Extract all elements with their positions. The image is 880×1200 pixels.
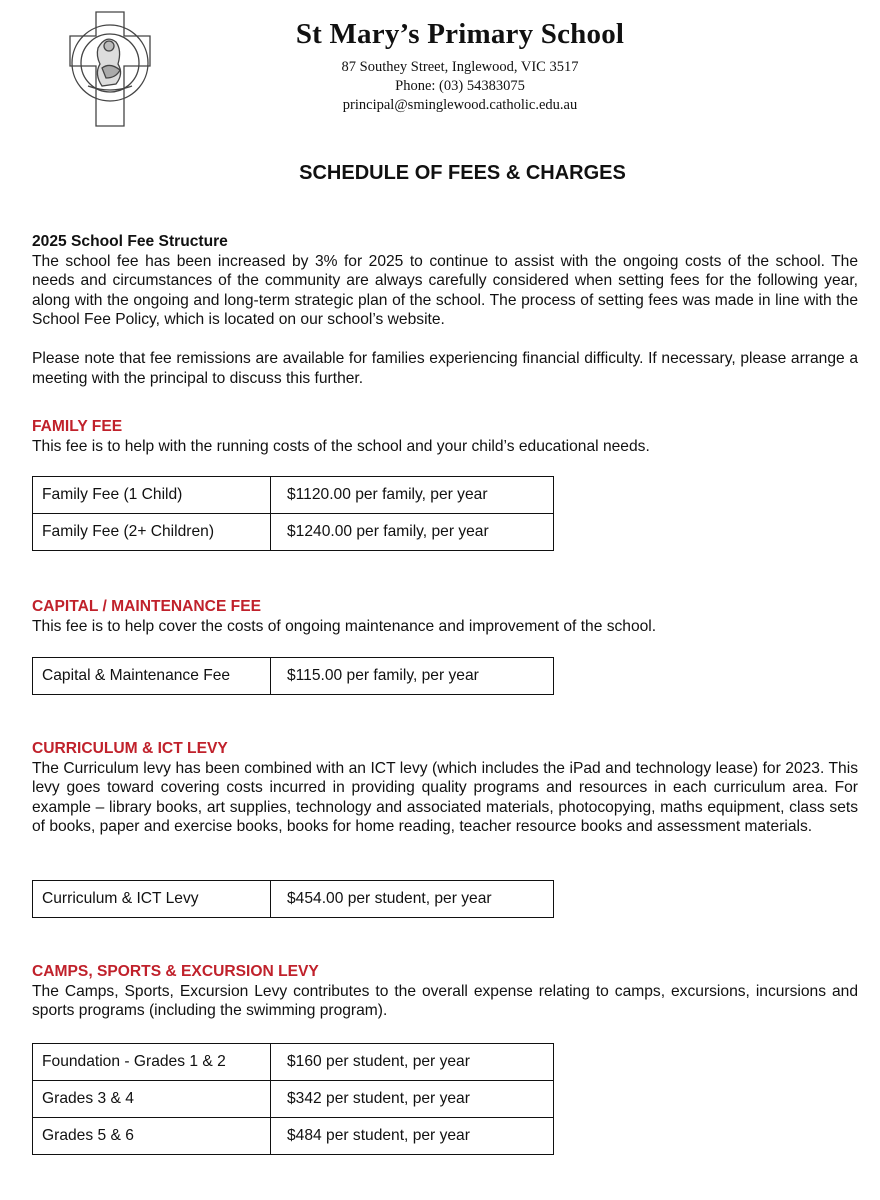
fee-structure-intro [32, 232, 858, 388]
school-phone: Phone: (03) 54383075 [395, 78, 525, 94]
capital-fee-section [32, 597, 858, 636]
fee-amount: $115.00 per family, per year [271, 658, 554, 695]
table-row [33, 1081, 554, 1118]
table-row [33, 514, 554, 551]
section-heading: CAPITAL / MAINTENANCE FEE [32, 598, 262, 615]
section-heading: CAMPS, SPORTS & EXCURSION LEVY [32, 963, 319, 980]
fee-item: Grades 5 & 6 [33, 1118, 271, 1155]
school-email: principal@sminglewood.catholic.edu.au [342, 97, 578, 113]
section-description: This fee is to help cover the costs of ongoing maintenance and improvement of the school. [32, 617, 657, 635]
fee-amount: $160 per student, per year [271, 1044, 554, 1081]
page-title: SCHEDULE OF FEES & CHARGES [299, 162, 626, 184]
fee-item: Curriculum & ICT Levy [33, 881, 271, 918]
school-contact [240, 58, 680, 115]
table-row [33, 1118, 554, 1155]
fee-item: Grades 3 & 4 [33, 1081, 271, 1118]
section-description: The Camps, Sports, Excursion Levy contributes to the overall expense relating to camps, excursions, incursions and sports programs (including the swimming program). [32, 982, 858, 1020]
fee-amount: $484 per student, per year [271, 1118, 554, 1155]
school-address: 87 Southey Street, Inglewood, VIC 3517 [341, 59, 579, 75]
section-description: The Curriculum levy has been combined with an ICT levy (which includes the iPad and technology lease) for 2023. This levy goes toward covering costs incurred in providing quality programs and resources in each curriculum area. For example – library books, art supplies, technology and associated materials, photocopying, maths equipment, class sets of books, paper and exercise books, books for home reading, teacher resource books and assessment materials. [32, 759, 858, 836]
fee-structure-paragraph: The school fee has been increased by 3% for 2025 to continue to assist with the ongoing costs of the school. The needs and circumstances of the community are always carefully considered when setting fees for the following year, along with the ongoing and long-term strategic plan of the school. The process of setting fees was made in line with the School Fee Policy, which is located on our school’s website. [32, 252, 858, 329]
table-row [33, 658, 554, 695]
section-heading: CURRICULUM & ICT LEVY [32, 740, 228, 757]
school-name: St Mary’s Primary School [295, 18, 625, 50]
fee-amount: $1240.00 per family, per year [271, 514, 554, 551]
fee-amount: $454.00 per student, per year [271, 881, 554, 918]
table-row [33, 881, 554, 918]
section-description: This fee is to help with the running costs of the school and your child’s educational needs. [32, 437, 650, 455]
capital-fee-table [32, 657, 554, 695]
curriculum-levy-table [32, 880, 554, 918]
table-row [33, 1044, 554, 1081]
fee-amount: $1120.00 per family, per year [271, 477, 554, 514]
table-row [33, 477, 554, 514]
school-crest-logo [58, 8, 162, 130]
remission-paragraph: Please note that fee remissions are available for families experiencing financial difficulty. If necessary, please arrange a meeting with the principal to discuss this further. [32, 349, 858, 387]
fee-amount: $342 per student, per year [271, 1081, 554, 1118]
family-fee-section [32, 417, 858, 456]
fee-item: Capital & Maintenance Fee [33, 658, 271, 695]
section-heading: FAMILY FEE [32, 418, 123, 435]
camps-levy-section [32, 962, 858, 1021]
curriculum-levy-section [32, 739, 858, 837]
camps-levy-table [32, 1043, 554, 1155]
fee-item: Family Fee (2+ Children) [33, 514, 271, 551]
family-fee-table [32, 476, 554, 551]
fee-item: Family Fee (1 Child) [33, 477, 271, 514]
fee-structure-heading: 2025 School Fee Structure [32, 233, 228, 250]
fee-item: Foundation - Grades 1 & 2 [33, 1044, 271, 1081]
